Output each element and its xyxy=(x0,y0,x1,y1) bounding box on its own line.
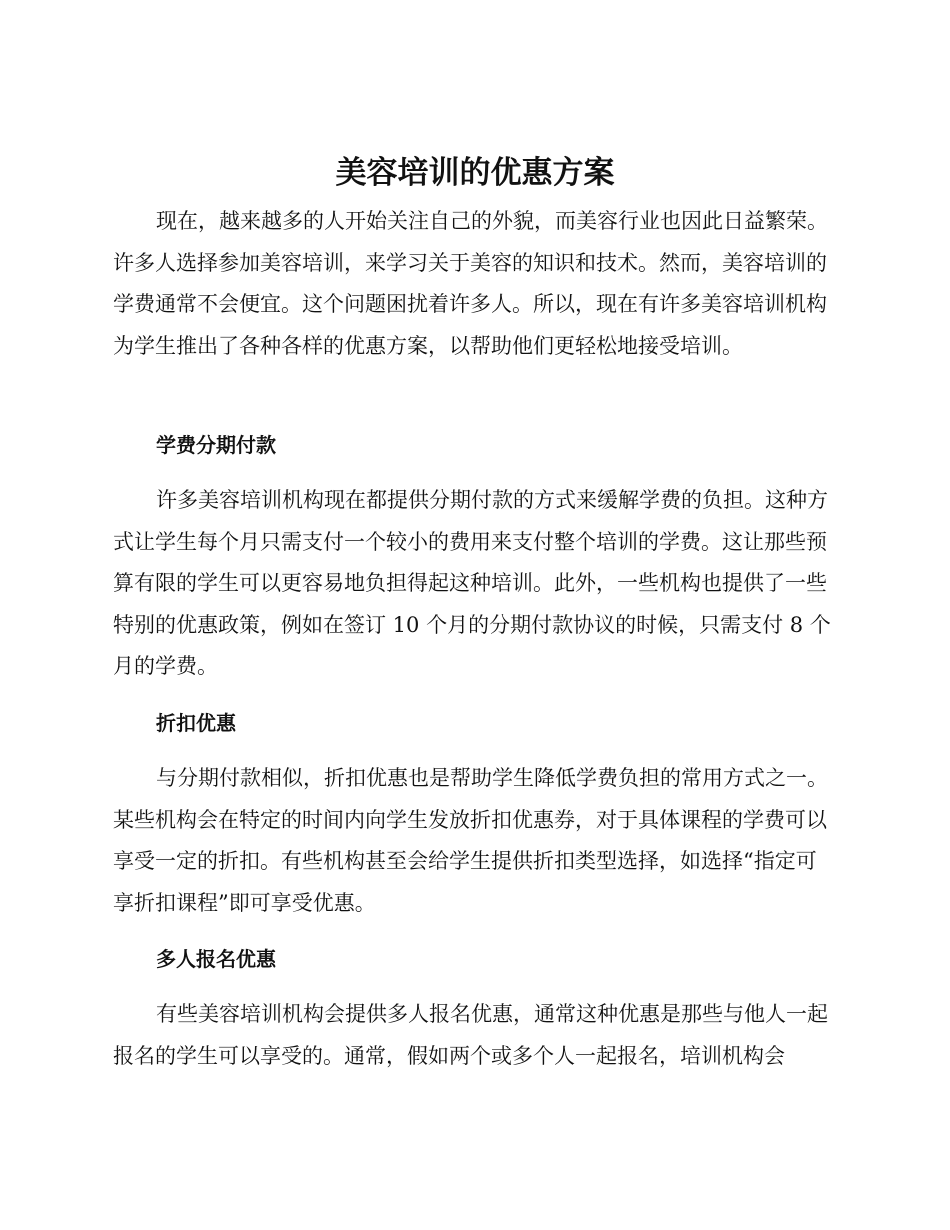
section-heading-installment: 学费分期付款 xyxy=(156,433,276,457)
section-heading-discount: 折扣优惠 xyxy=(156,711,236,735)
section-body-discount: 与分期付款相似，折扣优惠也是帮助学生降低学费负担的常用方式之一。某些机构会在特定的时间内向学生发放折扣优惠券，对于具体课程的学费可以享受一定的折扣。有些机构甚至会给学生提供折扣类型选择，如选择“指定可享折扣课程”即可享受优惠。 xyxy=(113,766,828,915)
intro-paragraph: 现在，越来越多的人开始关注自己的外貌，而美容行业也因此日益繁荣。许多人选择参加美容培训，来学习关于美容的知识和技术。然而，美容培训的学费通常不会便宜。这个问题困扰着许多人。所以，现在有许多美容培训机构为学生推出了各种各样的优惠方案，以帮助他们更轻松地接受培训。 xyxy=(113,209,828,358)
section-body-installment: 许多美容培训机构现在都提供分期付款的方式来缓解学费的负担。这种方式让学生每个月只需支付一个较小的费用来支付整个培训的学费。这让那些预算有限的学生可以更容易地负担得起这种培训。此外，一些机构也提供了一些特别的优惠政策，例如在签订 10 个月的分期付款协议的时候，只需支付 8 个月的学费。 xyxy=(113,488,831,678)
section-heading-group-signup: 多人报名优惠 xyxy=(156,947,276,971)
document-title: 美容培训的优惠方案 xyxy=(335,155,615,191)
section-body-group-signup: 有些美容培训机构会提供多人报名优惠，通常这种优惠是那些与他人一起报名的学生可以享受的。通常，假如两个或多个人一起报名，培训机构会 xyxy=(113,1002,828,1068)
